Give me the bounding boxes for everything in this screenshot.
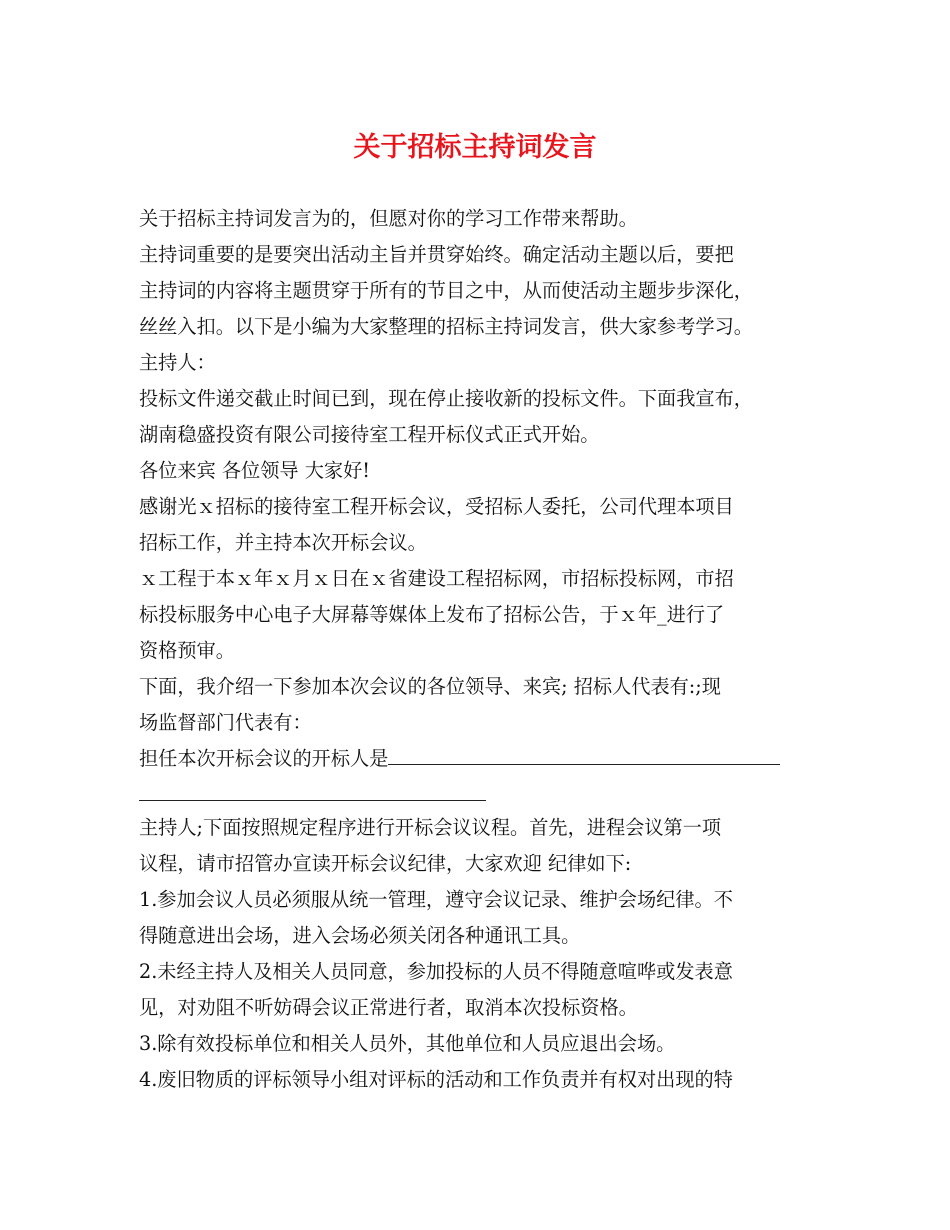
paragraph-line: 招标工作，并主持本次开标会议。 — [139, 531, 427, 554]
paragraph-line: ｘ工程于本ｘ年ｘ月ｘ日在ｘ省建设工程招标网，市招标投标网，市招 — [139, 567, 734, 590]
paragraph-line: 场监督部门代表有： — [139, 711, 312, 734]
paragraph-line: 感谢光ｘ招标的接待室工程开标会议，受招标人委托，公司代理本项目 — [139, 495, 734, 518]
paragraph-line: 主持人： — [139, 351, 216, 374]
list-item: 4.废旧物质的评标领导小组对评标的活动和工作负责并有权对出现的特 — [139, 1068, 733, 1091]
opener-label: 担任本次开标会议的开标人是 — [139, 747, 389, 770]
document-body-continued — [139, 810, 839, 1098]
paragraph-line: 议程，请市招管办宣读开标会议纪律，大家欢迎 纪律如下: — [139, 852, 632, 875]
paragraph-line: 各位来宾 各位领导 大家好! — [139, 459, 370, 482]
list-item: 2.未经主持人及相关人员同意，参加投标的人员不得随意喧哗或发表意 — [139, 960, 733, 983]
document-body — [139, 201, 839, 777]
paragraph-line: 资格预审。 — [139, 639, 235, 662]
list-item: 3.除有效投标单位和相关人员外，其他单位和人员应退出会场。 — [139, 1032, 676, 1055]
opener-line — [139, 741, 839, 777]
paragraph-line: 关于招标主持词发言为的，但愿对你的学习工作带来帮助。 — [139, 207, 638, 230]
blank-underline — [388, 763, 780, 765]
blank-underline-continued — [139, 800, 486, 801]
paragraph-line: 主持人;下面按照规定程序进行开标会议议程。首先，进程会议第一项 — [139, 816, 722, 839]
document-title: 关于招标主持词发言 — [353, 132, 597, 163]
paragraph-line: 主持词重要的是要突出活动主旨并贯穿始终。确定活动主题以后，要把 — [139, 243, 734, 266]
paragraph-line: 标投标服务中心电子大屏幕等媒体上发布了招标公告，于ｘ年_进行了 — [139, 603, 725, 626]
paragraph-line: 湖南稳盛投资有限公司接待室工程开标仪式正式开始。 — [139, 423, 600, 446]
list-item-continued: 见，对劝阻不听妨碍会议正常进行者，取消本次投标资格。 — [139, 996, 638, 1019]
paragraph-line: 主持词的内容将主题贯穿于所有的节目之中，从而使活动主题步步深化， — [139, 279, 753, 302]
paragraph-line: 丝丝入扣。以下是小编为大家整理的招标主持词发言，供大家参考学习。 — [139, 315, 753, 338]
list-item-continued: 得随意进出会场，进入会场必须关闭各种通讯工具。 — [139, 924, 581, 947]
paragraph-line: 下面，我介绍一下参加本次会议的各位领导、来宾; 招标人代表有:;现 — [139, 675, 721, 698]
paragraph-line: 投标文件递交截止时间已到，现在停止接收新的投标文件。下面我宣布， — [139, 387, 753, 410]
list-item: 1.参加会议人员必须服从统一管理，遵守会议记录、维护会场纪律。不 — [139, 888, 733, 911]
